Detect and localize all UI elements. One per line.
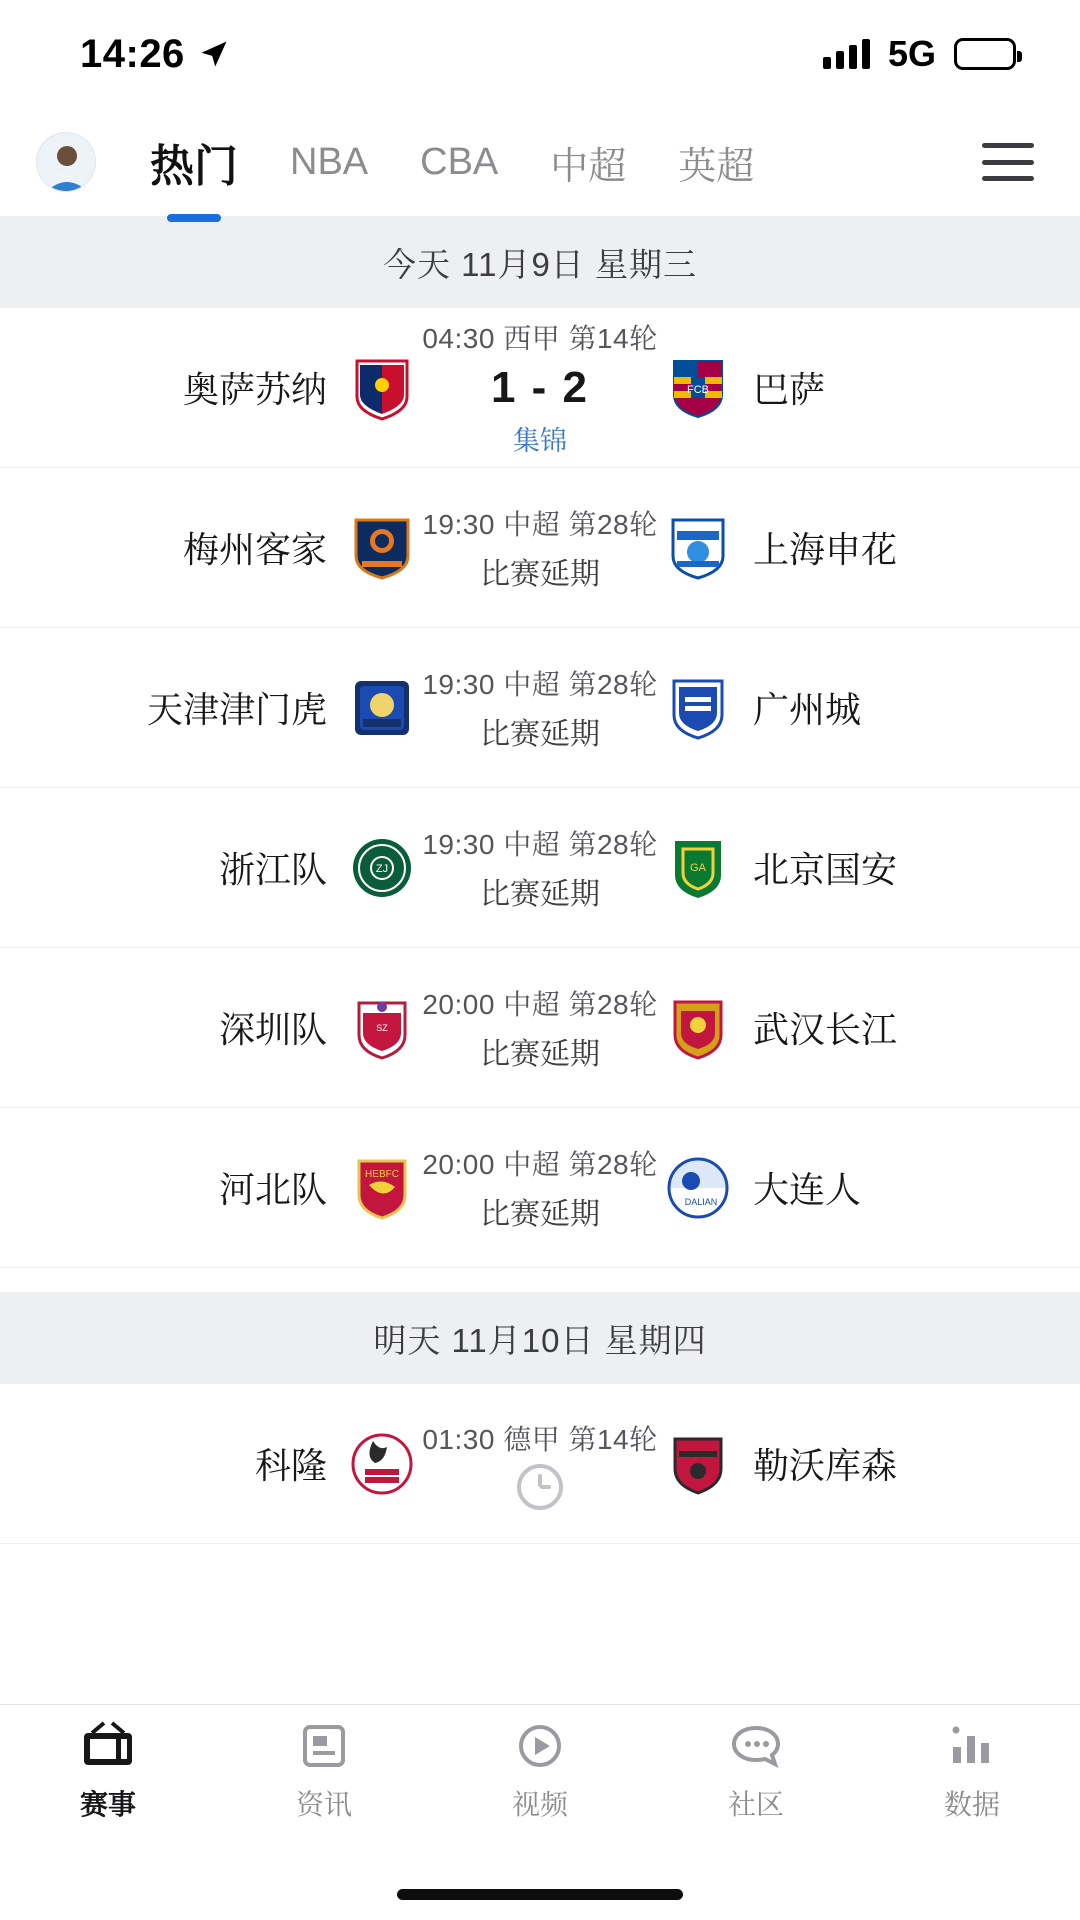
top-navigation-bar bbox=[0, 108, 1080, 216]
home-side bbox=[40, 995, 415, 1061]
home-team-name: 天津津门虎 bbox=[146, 689, 327, 730]
svg-text:DALIAN: DALIAN bbox=[684, 1196, 718, 1207]
home-indicator[interactable] bbox=[397, 1889, 683, 1900]
tabbar-item-matches[interactable] bbox=[0, 1721, 216, 1823]
away-side bbox=[665, 515, 1040, 581]
status-time: 14:26 bbox=[80, 31, 185, 76]
away-side bbox=[665, 675, 1040, 741]
section-gap bbox=[0, 1268, 1080, 1292]
match-score: 1 - 2 bbox=[490, 363, 590, 412]
home-side bbox=[40, 1431, 415, 1497]
shenzhen-fc-crest bbox=[349, 995, 415, 1061]
tab-epl[interactable]: 英超 bbox=[678, 145, 755, 188]
tabbar-label: 赛事 bbox=[79, 1789, 136, 1820]
match-row[interactable] bbox=[0, 628, 1080, 788]
highlights-link[interactable]: 集锦 bbox=[513, 426, 567, 456]
meizhou-hakka-crest bbox=[349, 515, 415, 581]
away-team-name: 勒沃库森 bbox=[753, 1445, 898, 1486]
tv-icon bbox=[80, 1721, 136, 1771]
match-center bbox=[415, 503, 665, 593]
tab-active-underline bbox=[167, 214, 221, 222]
video-play-icon bbox=[514, 1721, 566, 1771]
away-side bbox=[665, 995, 1040, 1061]
battery-icon bbox=[954, 38, 1016, 70]
avatar[interactable] bbox=[36, 132, 96, 192]
bottom-tab-bar bbox=[0, 1704, 1080, 1868]
home-indicator-area bbox=[0, 1868, 1080, 1920]
community-chat-icon bbox=[729, 1721, 783, 1771]
signal-strength-icon bbox=[823, 39, 870, 69]
match-meta: 19:30 中超 第28轮 bbox=[422, 508, 658, 540]
tabbar-label: 数据 bbox=[943, 1789, 1000, 1820]
tab-nba[interactable]: NBA bbox=[290, 140, 369, 183]
away-side bbox=[665, 355, 1040, 421]
stats-bars-icon bbox=[946, 1721, 998, 1771]
hamburger-menu-icon[interactable] bbox=[982, 143, 1034, 181]
svg-text:ZJ: ZJ bbox=[375, 862, 389, 875]
away-team-name: 北京国安 bbox=[753, 849, 898, 890]
home-team-name: 梅州客家 bbox=[182, 529, 327, 570]
tabbar-item-community[interactable] bbox=[648, 1721, 864, 1823]
home-team-name: 深圳队 bbox=[218, 1009, 327, 1050]
away-side bbox=[665, 1155, 1040, 1221]
away-team-name: 大连人 bbox=[753, 1169, 862, 1210]
match-meta: 04:30 西甲 第14轮 bbox=[422, 323, 658, 354]
away-side bbox=[665, 835, 1040, 901]
home-team-name: 浙江队 bbox=[218, 849, 327, 890]
day-header-tomorrow: 明天 11月10日 星期四 bbox=[0, 1292, 1080, 1384]
match-center bbox=[415, 983, 665, 1073]
match-status: 比赛延期 bbox=[480, 717, 600, 751]
status-bar-left bbox=[80, 32, 229, 77]
match-center bbox=[415, 823, 665, 913]
hebei-fc-crest bbox=[349, 1155, 415, 1221]
match-center bbox=[415, 663, 665, 753]
match-meta: 19:30 中超 第28轮 bbox=[422, 828, 658, 860]
dalian-pro-crest bbox=[665, 1155, 731, 1221]
match-list[interactable] bbox=[0, 216, 1080, 1704]
match-row[interactable] bbox=[0, 948, 1080, 1108]
alarm-clock-icon[interactable] bbox=[517, 1464, 563, 1510]
away-team-name: 巴萨 bbox=[753, 369, 826, 410]
tabbar-item-news[interactable] bbox=[216, 1721, 432, 1823]
match-row[interactable] bbox=[0, 788, 1080, 948]
match-center bbox=[415, 1418, 665, 1510]
svg-text:FCB: FCB bbox=[687, 383, 709, 396]
match-status: 比赛延期 bbox=[480, 1037, 600, 1071]
svg-text:GA: GA bbox=[690, 861, 706, 874]
tabbar-item-video[interactable] bbox=[432, 1721, 648, 1823]
match-row[interactable] bbox=[0, 1384, 1080, 1544]
zhejiang-fc-crest bbox=[349, 835, 415, 901]
svg-text:HEBFC: HEBFC bbox=[365, 1168, 399, 1180]
beijing-guoan-crest bbox=[665, 835, 731, 901]
koln-crest bbox=[349, 1431, 415, 1497]
home-side bbox=[40, 355, 415, 421]
tabbar-label: 社区 bbox=[727, 1789, 784, 1820]
match-status: 比赛延期 bbox=[480, 877, 600, 911]
leverkusen-crest bbox=[665, 1431, 731, 1497]
match-center bbox=[415, 1143, 665, 1233]
tab-cba[interactable]: CBA bbox=[420, 140, 499, 183]
home-team-name: 科隆 bbox=[254, 1445, 327, 1486]
wuhan-yangtze-crest bbox=[665, 995, 731, 1061]
match-row[interactable] bbox=[0, 308, 1080, 468]
network-type-label: 5G bbox=[887, 33, 936, 74]
guangzhou-city-crest bbox=[665, 675, 731, 741]
news-icon bbox=[298, 1721, 350, 1771]
home-side bbox=[40, 835, 415, 901]
home-team-name: 奥萨苏纳 bbox=[182, 369, 327, 410]
match-status: 比赛延期 bbox=[480, 1197, 600, 1231]
status-bar bbox=[0, 0, 1080, 108]
match-status: 比赛延期 bbox=[480, 557, 600, 591]
tianjin-jinmen-tiger-crest bbox=[349, 675, 415, 741]
away-side bbox=[665, 1431, 1040, 1497]
category-tabs bbox=[124, 130, 982, 194]
shanghai-shenhua-crest bbox=[665, 515, 731, 581]
barcelona-crest bbox=[665, 355, 731, 421]
match-meta: 19:30 中超 第28轮 bbox=[422, 668, 658, 700]
tab-hot[interactable] bbox=[124, 130, 264, 194]
svg-text:SZ: SZ bbox=[376, 1022, 388, 1033]
match-meta: 01:30 德甲 第14轮 bbox=[422, 1423, 658, 1455]
osasuna-crest bbox=[349, 355, 415, 421]
match-row[interactable] bbox=[0, 1108, 1080, 1268]
away-team-name: 广州城 bbox=[753, 689, 862, 730]
away-team-name: 上海申花 bbox=[753, 529, 898, 570]
home-side bbox=[40, 675, 415, 741]
match-meta: 20:00 中超 第28轮 bbox=[422, 1148, 658, 1180]
tabbar-label: 资讯 bbox=[295, 1789, 352, 1820]
day-header-today: 今天 11月9日 星期三 bbox=[0, 216, 1080, 308]
match-meta: 20:00 中超 第28轮 bbox=[422, 988, 658, 1020]
home-side bbox=[40, 515, 415, 581]
tabbar-label: 视频 bbox=[511, 1789, 568, 1820]
tab-csl[interactable]: 中超 bbox=[550, 145, 627, 188]
location-arrow-icon bbox=[199, 39, 229, 69]
match-row[interactable] bbox=[0, 468, 1080, 628]
tab-hot-label: 热门 bbox=[150, 142, 238, 191]
status-bar-right bbox=[823, 33, 1016, 75]
tabbar-item-data[interactable] bbox=[864, 1721, 1080, 1823]
home-side bbox=[40, 1155, 415, 1221]
match-center bbox=[415, 317, 665, 458]
home-team-name: 河北队 bbox=[218, 1169, 327, 1210]
away-team-name: 武汉长江 bbox=[753, 1009, 898, 1050]
